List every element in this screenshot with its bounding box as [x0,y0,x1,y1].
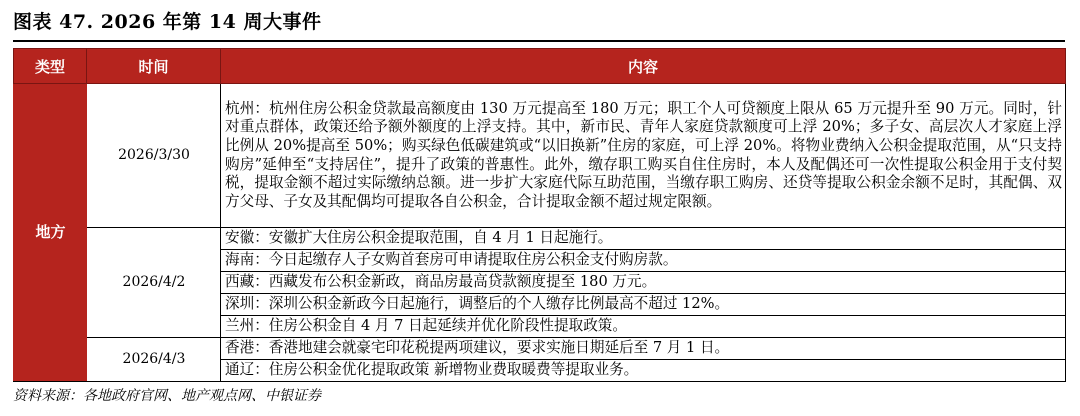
content-cell: 安徽：安徽扩大住房公积金提取范围，自 4 月 1 日起施行。 [221,228,1066,250]
title-rule [13,40,1065,42]
content-cell: 香港：香港地建会就豪宅印花税提两项建议，要求实施日期延后至 7 月 1 日。 [221,338,1066,360]
content-cell: 深圳：深圳公积金新政今日起施行，调整后的个人缴存比例最高不超过 12%。 [221,294,1066,316]
date-cell: 2026/3/30 [87,84,221,228]
content-cell: 通辽：住房公积金优化提取政策 新增物业费取暖费等提取业务。 [221,360,1066,382]
content-cell: 兰州：住房公积金自 4 月 7 日起延续并优化阶段性提取政策。 [221,316,1066,338]
content-cell: 西藏：西藏发布公积金新政，商品房最高贷款额度提至 180 万元。 [221,272,1066,294]
date-cell: 2026/4/3 [87,338,221,382]
table-header-row [14,49,1066,84]
table-row [14,338,1066,360]
content-cell: 海南：今日起缴存人子女购首套房可申请提取住房公积金支付购房款。 [221,250,1066,272]
source-note: 资料来源：各地政府官网、地产观点网、中银证券 [13,388,321,404]
date-cell: 2026/4/2 [87,228,221,338]
column-header-type: 类型 [14,49,87,84]
table-row [14,228,1066,250]
category-cell: 地方 [14,84,87,382]
column-header-time: 时间 [87,49,221,84]
table-row [14,84,1066,228]
source-rule [13,381,1065,382]
events-table [13,48,1066,382]
column-header-content: 内容 [221,49,1066,84]
figure-title: 图表 47. 2026 年第 14 周大事件 [13,11,322,33]
content-cell: 杭州：杭州住房公积金贷款最高额度由 130 万元提高至 180 万元；职工个人可贷额度上限从 65 万元提升至 90 万元。同时，针对重点群体，政策还给予额外额度的上浮支持。其中，新市民、青年人家庭贷款额度可上浮 20%；多子女、高层次人才家庭上浮比例从 20%提高至 50%；购买绿色低碳建筑或“以旧换新”住房的家庭，可上浮 20%。将物业费纳入公积金提取范围，从“只支持购房”延伸至“支持居住”，提升了政策的普惠性。此外，缴存职工购买自住住房时，本人及配偶还可一次性提取公积金用于支付契税，提取金额不超过实际缴纳总额。进一步扩大家庭代际互助范围，当缴存职工购房、还贷等提取公积金余额不足时，其配偶、双方父母、子女及其配偶均可提取各自公积金，合计提取金额不超过规定限额。 [221,84,1066,228]
